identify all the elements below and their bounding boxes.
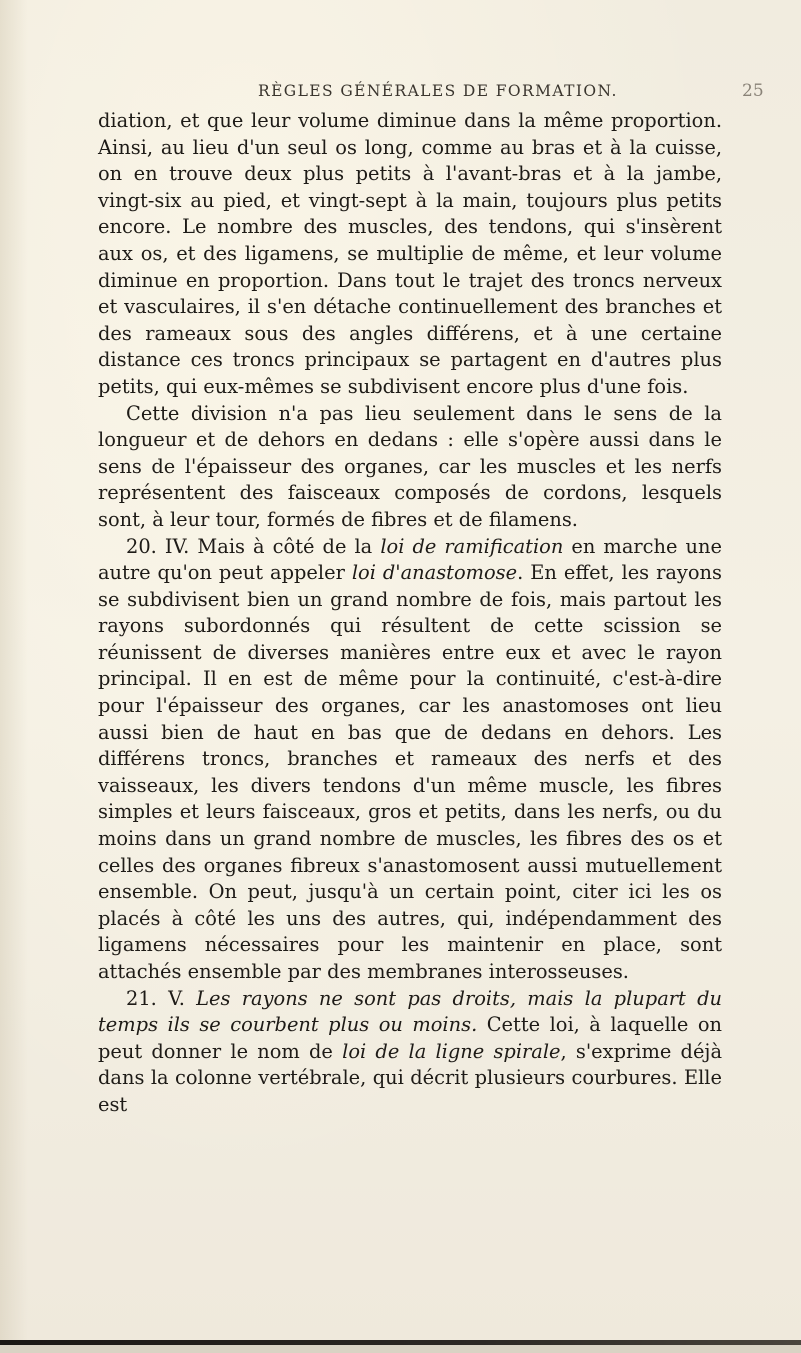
paragraph-continued: diation, et que leur volume diminue dans la même proportion. Ainsi, au lieu d'un seul os long, comme au bras et à la cuisse, on en trouve deux plus petits à l'avant-bras et à la jambe, vingt-six au pied, et vingt-sept à la main, toujours plus petits encore. Le nombre des muscles, des tendons, qui s'insèrent aux os, et des ligamens, se multiplie de même, et leur volume diminue en proportion. Dans tout le trajet des troncs nerveux et vasculaires, il s'en détache continuellement des branches et des rameaux sous des angles différens, et à une certaine distance ces troncs principaux se partagent en d'autres plus petits, qui eux-mêmes se subdivisent encore plus d'une fois. xyxy=(98,109,722,398)
paragraph-division: Cette division n'a pas lieu seulement dans le sens de la longueur et de dehors en dedans : elle s'opère aussi dans le sens de l'épaisseur des organes, car les muscles et les nerfs représentent des faisceaux composés de cordons, lesquels sont, à leur tour, formés de fibres et de filamens. xyxy=(98,401,722,531)
term-loi-de-la-ligne-spirale: loi de la ligne spirale xyxy=(342,1039,561,1063)
bottom-edge xyxy=(0,1345,801,1353)
section-20-text-1: en marche une autre qu'on peut appeler xyxy=(98,534,722,585)
section-20-text-2: . En effet, les rayons se subdivisent bien un grand nombre de fois, mais partout les rayons subordonnés qui résultent de cette scission se réunissent de diverses manières entre eux et avec le rayon principal. Il en est de même pour la continuité, c'est-à-dire pour l'épaisseur des organes, car les anastomoses ont lieu aussi bien de haut en bas que de dedans en dehors. Les différens troncs, branches et rameaux des nerfs et des vaisseaux, les divers tendons d'un même muscle, les fibres simples et leurs faisceaux, gros et petits, dans les nerfs, ou du moins dans un grand nombre de muscles, les fibres des os et celles des organes fibreux s'anastomosent aussi mutuellement ensemble. On peut, jusqu'à un certain point, citer ici les os placés à côté les uns des autres, qui, indépendamment des ligamens nécessaires pour les maintenir en place, sont attachés ensemble par des membranes interosseuses. xyxy=(98,561,722,983)
page-number: 25 xyxy=(742,81,764,101)
section-21-rule: Les rayons ne sont pas droits, mais la plupart du temps ils se courbent plus ou moins. xyxy=(98,986,722,1037)
section-21-text-2: , s'exprime déjà dans la colonne vertébrale, qui décrit plusieurs courbures. Elle est xyxy=(98,1039,723,1116)
body-text xyxy=(98,108,722,1119)
section-20-intro: 20. IV. Mais à côté de la xyxy=(126,534,381,558)
term-loi-de-ramification: loi de ramification xyxy=(380,534,564,558)
paragraph-section-20 xyxy=(98,534,722,986)
section-21-text-1: Cette loi, à laquelle on peut donner le nom de xyxy=(98,1013,722,1063)
running-title: RÈGLES GÉNÉRALES DE FORMATION. xyxy=(258,82,618,100)
section-21-number: 21. V. xyxy=(126,986,197,1010)
term-loi-d-anastomose: loi d'anastomose xyxy=(351,561,518,585)
page-edge-shadow xyxy=(0,0,28,1353)
running-head xyxy=(0,82,801,106)
paragraph-section-21 xyxy=(98,986,722,1119)
